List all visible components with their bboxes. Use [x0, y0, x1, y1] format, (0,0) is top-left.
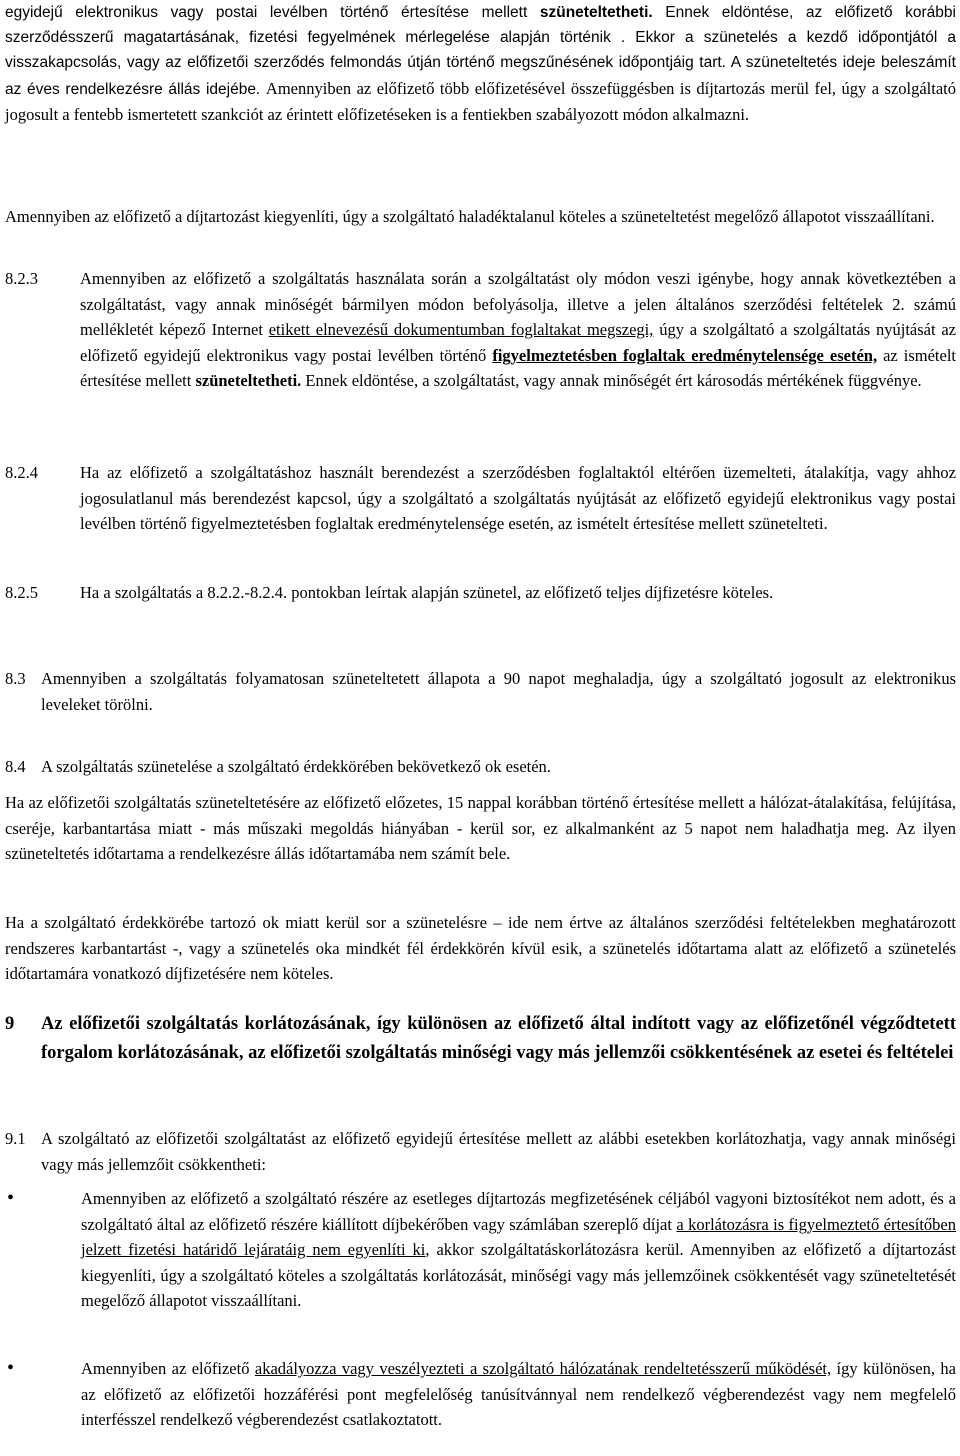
bullet-text: Amennyiben az előfizető a szolgáltató részére az esetleges díjtartozás megfizetésének céljából vagyoni biztosítékot nem adott, és a szolgáltató által az előfizető részére kiállított díjbekérőben vagy számlában szereplő díjat: [81, 1189, 956, 1234]
intro-bold-suspend: szüneteltetheti.: [539, 4, 653, 21]
operator-paragraph: [5, 910, 956, 987]
bold-text: szüneteltetheti.: [195, 371, 302, 391]
section-body: A szolgáltató az előfizetői szolgáltatást az előfizető egyidejű értesítése mellett az alábbi esetekben korlátozhatja, vagy annak minőségi vagy más jellemzőit csökkentheti:: [41, 1129, 956, 1174]
bullet-text: Amennyiben az előfizető: [81, 1359, 250, 1378]
intro-text-1: egyidejű elektronikus vagy postai levélben történő értesítése mellett: [5, 4, 528, 21]
restore-paragraph: [5, 204, 956, 230]
section-number: 8.2.5: [5, 583, 38, 602]
intro-paragraph: [5, 0, 956, 128]
bullet-icon: •: [7, 1357, 15, 1379]
section-8-3: [5, 666, 956, 717]
notice-text: Ha az előfizetői szolgáltatás szüneteltetésére az előfizető előzetes, 15 nappal korábban történő értesítése mellett a hálózat-átalakítása, felújítása, cseréje, karbantartása miatt - más műszaki megoldás hiányában - kerül sor, ez alkalmanként az 5 napot nem haladhatja meg. Az ilyen szüneteltetés időtartama a rendelkezésre állás időtartamába nem számít bele.: [5, 793, 956, 864]
underlined-text: akadályozza vagy veszélyezteti a szolgáltató hálózatának rendeltetésszerű működését,: [254, 1359, 832, 1378]
section-8-2-5: [5, 580, 956, 606]
intro-text-1c: Ennek eldöntése,: [665, 4, 794, 21]
bullet-item: [5, 1186, 956, 1314]
restore-text: Amennyiben az előfizető a díjtartozást kiegyenlíti, úgy a szolgáltató haladéktalanul köteles a szüneteltetést megelőző állapotot visszaállítani.: [5, 207, 935, 226]
section-9-heading: [5, 1010, 956, 1068]
section-text: az ismételt értesítése mellett: [80, 345, 956, 391]
notice-paragraph: [5, 790, 956, 867]
section-body: Ha a szolgáltatás a 8.2.2.-8.2.4. pontokban leírtak alapján szünetel, az előfizető teljes díjfizetésre köteles.: [80, 583, 774, 602]
section-8-2-3: [5, 266, 956, 394]
section-8-2-4: [5, 460, 956, 537]
bullet-text: , akkor szolgáltatáskorlátozásra kerül. Amennyiben az előfizető a díjtartozást kiegyenlíti, úgy a szolgáltató köteles a szolgáltatás korlátozását, minőségi vagy más jellemzőinek csökkentését vagy szüneteltetését megelőző állapotot visszaállítani.: [81, 1240, 956, 1311]
section-text: Ennek eldöntése, a szolgáltatást, vagy annak minőségét ért károsodás mértékének függvénye.: [305, 371, 922, 391]
intro-text-3: Ekkor a szünetelés a kezdő időpontjától a visszakapcsolás, vagy az előfizetői szerződés felmondás útján történő megszűnésének időpontjáig tart. A szüneteltetés ideje beleszámít az éves rendelkezésre állás idejébe.: [5, 29, 956, 98]
section-body: [80, 266, 956, 394]
bullet-body: [81, 1356, 956, 1433]
intro-text-4: Amennyiben az előfizető több előfizetésével összefüggésben is díjtartozás merül fel, úgy a szolgáltató jogosult a fentebb ismertetett szankciót az érintett előfizetéseken is a fentiekben szabályozott módon alkalmazni.: [5, 78, 956, 124]
section-number: 8.4: [5, 757, 26, 776]
heading-number: 9: [5, 1014, 15, 1034]
intro-text-2: az előfizető korábbi szerződésszerű magatartásának, fizetési fegyelmének mérlegelése alapján történik .: [5, 4, 956, 47]
section-8-4: [5, 754, 956, 780]
bullet-body: [81, 1186, 956, 1314]
section-number: 8.2.4: [5, 463, 38, 482]
bullet-text: így különösen, ha az előfizető az előfizetői hozzáférési pont megfelelőség tanúsítvánnyal nem rendelkező végberendezést vagy nem megfelelő interfésszel rendelkező végberendezést csatlakoztatott.: [81, 1359, 956, 1430]
section-body: Ha az előfizető a szolgáltatáshoz használt berendezést a szerződésben foglaltaktól eltérően üzemelteti, átalakítja, vagy ahhoz jogosulatlanul más berendezést kapcsol, úgy a szolgáltató a szolgáltatás nyújtását az előfizető egyidejű elektronikus vagy postai levélben történő figyelmeztetésben foglaltak eredménytelensége esetén, az ismételt értesítése mellett szünetelteti.: [80, 463, 956, 534]
operator-text: Ha a szolgáltató érdekkörébe tartozó ok miatt kerül sor a szünetelésre – ide nem értve az általános szerződési feltételekben meghatározott rendszeres karbantartást -, vagy a szünetelés oka mindkét fél érdekkörén kívül esik, a szünetelés időtartama alatt az előfizető a szünetelés időtartamára vonatkozó díjfizetésére nem köteles.: [5, 913, 956, 984]
bullet-icon: •: [7, 1187, 15, 1209]
section-9-1: [5, 1126, 956, 1177]
underlined-text: etikett elnevezésű dokumentumban foglaltakat megszegi,: [268, 320, 654, 340]
section-text: Amennyiben az előfizető a szolgáltatás használata során a szolgáltatást oly módon veszi igénybe, hogy annak következtében a szolgáltatást, vagy annak minőségét bármilyen módon befolyásolja, illetve a jelen általános szerződési feltételek 2. számú mellékletét képező Internet: [80, 269, 956, 340]
section-number: 9.1: [5, 1129, 26, 1148]
underlined-text: a korlátozásra is figyelmeztető értesítőben jelzett fizetési határidő lejáratáig nem egyenlíti ki: [81, 1214, 957, 1260]
section-text: úgy a szolgáltató a szolgáltatás nyújtását az előfizető egyidejű elektronikus vagy postai levélben történő: [80, 320, 957, 365]
section-body: A szolgáltatás szünetelése a szolgáltató érdekkörében bekövetkező ok esetén.: [41, 757, 551, 776]
section-number: 8.2.3: [5, 269, 38, 288]
section-body: Amennyiben a szolgáltatás folyamatosan szüneteltetett állapota a 90 napot meghaladja, úgy a szolgáltató jogosult az elektronikus leveleket törölni.: [41, 669, 956, 714]
section-number: 8.3: [5, 669, 26, 688]
heading-title: Az előfizetői szolgáltatás korlátozásának, így különösen az előfizető által indított vagy az előfizetőnél végződtetett forgalom korlátozásának, az előfizetői szolgáltatás minőségi vagy más jellemzői csökkentésének az esetei és feltételei: [41, 1014, 956, 1063]
bullet-item: [5, 1356, 956, 1433]
bold-underlined-text: figyelmeztetésben foglaltak eredménytelensége esetén,: [492, 345, 878, 365]
